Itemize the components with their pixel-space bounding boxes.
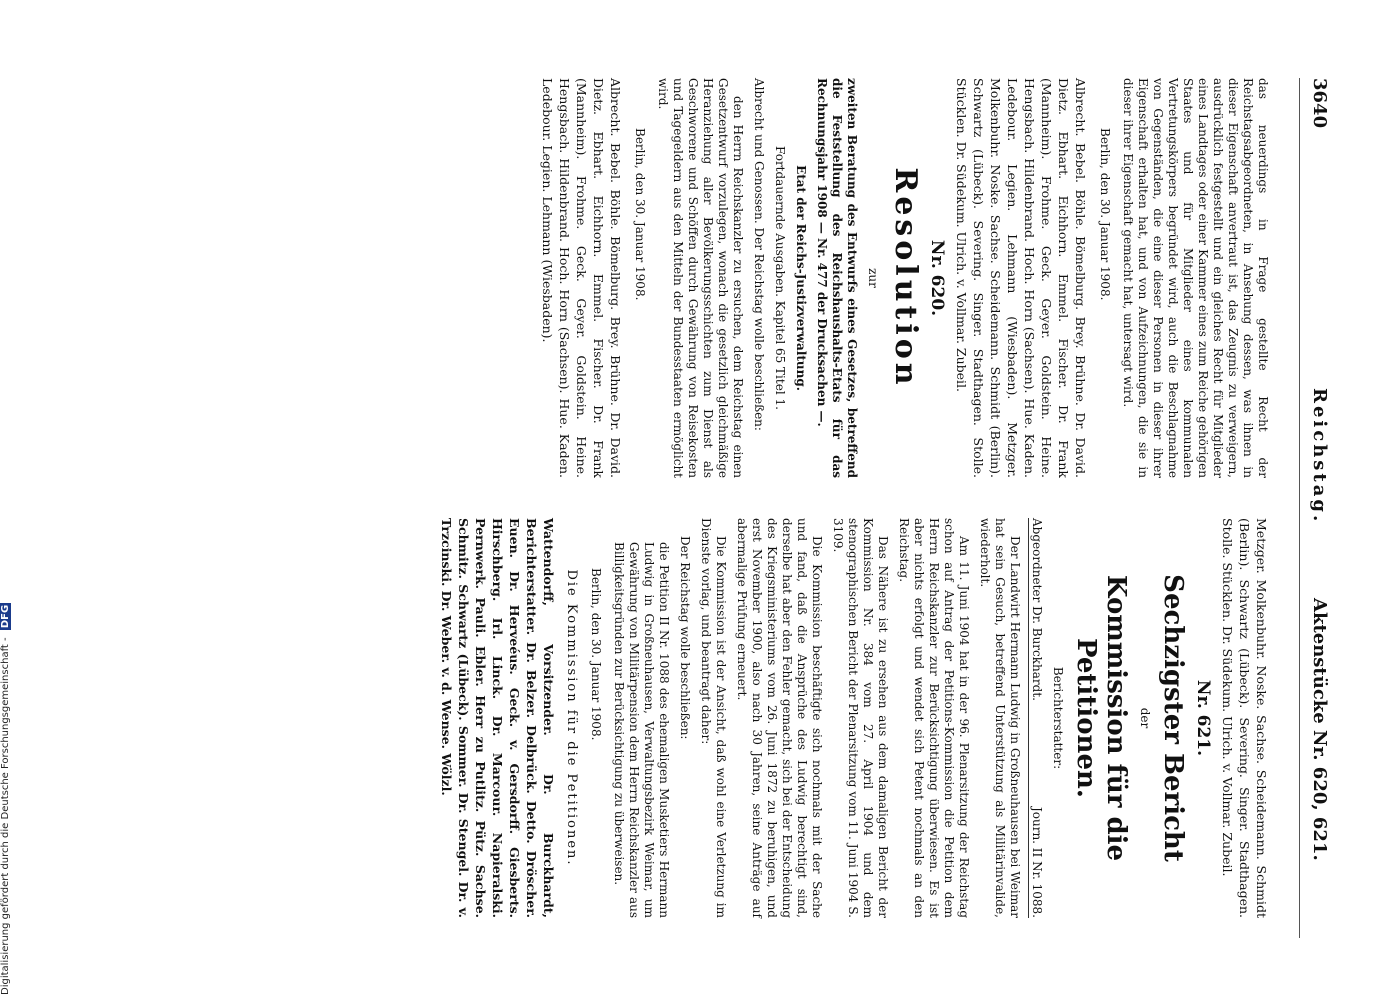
resolution-heading: Resolution bbox=[888, 167, 923, 389]
report-paragraph-4: Die Kommission beschäftigte sich nochmals mit der Sache und fand, daß die Ansprüche des Ludwig berechtigt sind, derselbe hat aber den Fehler gemacht, sich bei der Entscheidung des Kriegsministeriums vom 26. Juni 1872 zu beruhigen, und erst November 1900, also nach 30 Jahren, seine Anträge auf abermalige Prüfung erneuert. bbox=[735, 518, 824, 918]
document-number-620: Nr. 620. bbox=[927, 239, 947, 317]
signatories-list-1: Albrecht. Bebel. Böhle. Bömelburg. Brey. Brühne. Dr. David. Dietz. Ebhart. Eichhorn. Emmel. Fischer. Dr. Frank (Mannheim). Frohme. Geck. Geyer. Goldstein. Heine. Hengsbach. Hildenbrand. Hoch. Horn (Sachsen). Hue. Kaden. Ledebour. Legien. Lehmann (Wiesbaden). Metzger. Molkenbuhr. Noske. Sachse. Scheidemann. Schmidt (Berlin). Schwartz (Lübeck). Severing. Singer. Stadthagen. Stolle. Stücklen. Dr. Südekum. Ulrich. v. Vollmar. Zubeil. bbox=[954, 78, 1088, 478]
closing-line: Die Kommission für die Petitionen. bbox=[564, 569, 579, 867]
report-date: Berlin, den 30. Januar 1908. bbox=[589, 568, 603, 741]
reporter-name: Abgeordneter Dr. Burckhardt. bbox=[1030, 518, 1044, 701]
report-paragraph-5: Die Kommission ist der Ansicht, daß wohl eine Verletzung im Dienste vorlag, und beantragt daher: bbox=[699, 518, 728, 918]
page-header bbox=[1302, 78, 1332, 938]
reporter-label: Berichterstatter: bbox=[1051, 666, 1065, 770]
document-number-621: Nr. 621. bbox=[1193, 679, 1213, 757]
credit-text: Digitalisierung gefördert durch die Deutsche Forschungsgemeinschaft - bbox=[0, 637, 11, 995]
der-label: der bbox=[1138, 707, 1152, 729]
zur-label: zur bbox=[866, 268, 880, 288]
motion-intro: Albrecht und Genossen. Der Reichstag wolle beschließen: bbox=[752, 78, 766, 431]
right-column bbox=[432, 518, 1270, 918]
expenditure-line: Fortdauernde Ausgaben. Kapitel 65 Titel 1. bbox=[773, 146, 787, 410]
report-paragraph-3: Das Nähere ist zu ersehen aus dem damaligen Bericht der Kommission Nr. 384 vom 27. April 1904 und dem stenographischen Bericht der Plenarsitzung vom 11. Juni 1904 S. 3109. bbox=[831, 518, 890, 918]
header-subtitle: Aktenstücke Nr. 620, 621. bbox=[1309, 598, 1330, 861]
header-rule bbox=[1299, 78, 1300, 938]
left-column bbox=[533, 78, 1270, 478]
date-line-2: Berlin, den 30. Januar 1908. bbox=[633, 128, 647, 301]
commission-heading: Kommission für die Petitionen. bbox=[1071, 574, 1131, 862]
etat-heading: Etat der Reichs-Justizverwaltung. bbox=[794, 165, 808, 391]
rotated-document-page bbox=[150, 78, 1330, 938]
motion-text: den Herrn Reichskanzler zu ersuchen, dem Reichstag einen Gesetzentwurf vorzulegen, wonach die gesetzlich gleichmäßige Heranziehung aller Bevölkerungsschichten zum Dienst als Geschworene und Schöffen durch Gewährung von Reisekosten und Tagegeldern aus den Mitteln der Bundesstaaten ermöglicht wird. bbox=[656, 78, 745, 478]
header-title: Reichstag. bbox=[1309, 388, 1330, 525]
digitization-credit bbox=[0, 600, 16, 995]
report-paragraph-1: Der Landwirt Hermann Ludwig in Großneuhausen bei Weimar hat sein Gesuch, betreffend Unterstützung als Militärinvalide, wiederholt. bbox=[978, 518, 1022, 918]
page-number: 3640 bbox=[1309, 78, 1330, 129]
signatories-continued: Metzger. Molkenbuhr. Noske. Sachse. Scheidemann. Schmidt (Berlin). Schwartz (Lübeck). Severing. Singer. Stadthagen. Stolle. Stücklen. Dr. Südekum. Ulrich. v. Vollmar. Zubeil. bbox=[1220, 518, 1269, 918]
report-paragraph-2: Am 11. Juni 1904 hat in der 96. Plenarsitzung der Reichstag schon auf Antrag der Petitions-Kommission die Petition dem Herrn Reichskanzler zur Berücksichtigung überwiesen. Es ist aber nichts erfolgt und wendet sich Petent nochmals an den Reichstag. bbox=[897, 518, 971, 918]
journal-reference: Journ. II Nr. 1088. bbox=[1030, 806, 1044, 918]
date-line-1: Berlin, den 30. Januar 1908. bbox=[1098, 128, 1112, 301]
resolution-subject: zweiten Beratung des Entwurfs eines Gesetzes, betreffend die Feststellung des Reichshaushalts-Etats für das Rechnungsjahr 1908 — Nr. 477 der Drucksachen —. bbox=[815, 78, 859, 478]
commission-members: Wattendorff, Vorsitzender. Dr. Burckhardt, Berichterstatter. Dr. Belzer. Delbrück. Detto. Dröscher. Euen. Dr. Herveéus. Geck. v. Gersdorff. Giesberts. Hirschberg. Irl. Linck. Dr. Marcour. Napieralski. Pernwerk. Pauli. Ebler. Herr zu Putlitz. Pütz. Sachse. Schmitz. Schwartz (Lübeck). Sommer. Dr. Stengel. Dr. v. Trzcinski. Dr. Weber. v. d. Wense. Wölzl. bbox=[439, 518, 556, 918]
reporter-line bbox=[1028, 518, 1044, 918]
intro-paragraph: das neuerdings in Frage gestellte Recht der Reichstagsabgeordneten, in Ansehung dessen, was ihnen in dieser Eigenschaft anvertraut ist, das Zeugnis zu verweigern, ausdrücklich festgestellt und ein gleiches Recht für Mitglieder eines Landtages oder einer Kammer eines zum Reiche gehörigen Staates und für Mitglieder eines kommunalen Vertretungskörpers begründet wird, auch die Beschlagnahme von Gegenständen, die eine dieser Personen in dieser ihrer Eigenschaft erhalten hat, und von Aufzeichnungen, die sie in dieser ihrer Eigenschaft gemacht hat, untersagt wird. bbox=[1121, 78, 1270, 478]
dfg-logo: DFG bbox=[0, 604, 11, 629]
signatories-list-2: Albrecht. Bebel. Böhle. Bömelburg. Brey. Brühne. Dr. David. Dietz. Ebhart. Eichhorn. Emmel. Fischer. Dr. Frank (Mannheim). Frohme. Geck. Geyer. Goldstein. Heine. Hengsbach. Hildenbrand. Hoch. Horn (Sachsen). Hue. Kaden. Ledebour. Legien. Lehmann (Wiesbaden). bbox=[540, 78, 623, 478]
report-heading: Sechzigster Bericht bbox=[1158, 574, 1188, 862]
resolve-text: die Petition II Nr. 1088 des ehemaligen Musketiers Hermann Ludwig in Großneuhausen, Verwaltungsbezirk Weimar, um Gewährung von Militärpension dem Herrn Reichskanzler aus Billigkeitsgründen zur Berücksichtigung zu überweisen. bbox=[612, 542, 671, 918]
resolve-intro: Der Reichstag wolle beschließen: bbox=[678, 536, 692, 740]
